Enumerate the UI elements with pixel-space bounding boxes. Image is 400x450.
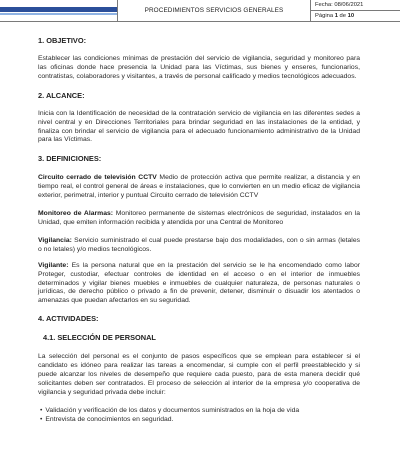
seleccion-text: La selección del personal es el conjunto de pasos específicos que se emplean para establecer si el candidato es idóneo para realizar las tareas a encomendar, si cumple con el perfil preestablecido y si puede alcanzar los niveles de desempeño que requiere cada puesto, para de esta manera decidir qué solicitantes deben ser contratados. El proceso de selección al interior de la empresa y/o cooperativa de vigilancia y seguridad privada debe incluir: [38, 353, 360, 396]
page-of: de [339, 13, 346, 19]
date-label: Fecha: [315, 2, 333, 8]
page-total: 10 [347, 13, 355, 19]
definition-cctv-term: Circuito cerrado de televisión CCTV [38, 174, 157, 182]
seleccion-bullet-list [38, 407, 360, 425]
document-meta [311, 0, 400, 22]
actividades-heading: 4. ACTIVIDADES: [38, 314, 99, 324]
definition-vigilante-term: Vigilante: [38, 261, 69, 269]
definition-vigilante [38, 262, 360, 307]
alcance-text: Inicia con la Identificación de necesidad de la contratación servicio de vigilancia en las diferentes sedes a nivel central y en Direcciones Territoriales para brindar seguridad en las instalaciones de la entidad, y finaliza con brindar el servicio de vigilancia para el adecuado funcionamiento administrativo de la Unidad para las Víctimas. [38, 109, 360, 144]
document-body [38, 36, 360, 425]
list-item: • Entrevista de conocimientos en seguridad. [38, 416, 360, 425]
definition-vigilancia-term: Vigilancia: [38, 236, 72, 244]
date-value: 08/06/2021 [334, 2, 364, 8]
definition-monitoreo [38, 210, 360, 228]
seleccion-subheading: 4.1. SELECCIÓN DE PERSONAL [43, 333, 156, 343]
logo-band-light [0, 13, 118, 15]
page-current: 1 [334, 13, 338, 19]
definition-vigilancia [38, 237, 360, 255]
definiciones-heading: 3. DEFINICIONES: [38, 154, 102, 164]
list-item: • Validación y verificación de los datos y documentos suministrados en la hoja de vida [38, 407, 360, 416]
document-title: PROCEDIMIENTOS SERVICIOS GENERALES [118, 0, 311, 22]
entity-logo [0, 0, 118, 22]
page-label: Página [315, 13, 334, 19]
definition-vigilante-text: Es la persona natural que en la prestación del servicio se le ha encomendado como labor Proteger, custodiar, efectuar controles de identidad en el acceso o en el interior de inmuebles determinados y vigilar bienes muebles e inmuebles de cualquier naturaleza, de personas naturales o jurídicas, de derecho público o privado a fin de prevenir, detener, disminuir o disuadir los atentados o amenazas que puedan afectarlos en su seguridad. [38, 261, 360, 305]
definition-monitoreo-text: Monitoreo permanente de sistemas electrónicos de seguridad, instalados en la Unidad, que emiten información recibida y atendida por una Central de Monitoreo [38, 210, 360, 226]
objetivo-heading: 1. OBJETIVO: [38, 36, 87, 45]
definition-cctv-text: Medio de protección activa que permite realizar, a distancia y en tiempo real, el control general de áreas e instalaciones, que lo convierten en un medio eficaz de vigilancia exterior, perimetral, interior y puntual Circuito cerrado de televisión CCTV [38, 174, 360, 200]
logo-band [0, 7, 118, 12]
definition-monitoreo-term: Monitoreo de Alarmas: [38, 210, 114, 218]
page-cell [311, 11, 400, 22]
date-cell [311, 0, 400, 11]
definition-cctv [38, 174, 360, 201]
document-header [0, 0, 400, 22]
alcance-heading: 2. ALCANCE: [38, 90, 85, 100]
objetivo-text: Establecer las condiciones mínimas de prestación del servicio de vigilancia, seguridad y monitoreo para las oficinas donde hace presencia la Unidad para las Víctimas, sus bienes y enseres, funcionarios, contratistas, colaboradores y visitantes, a través de personal calificado y medios tecnológicos adecuados. [38, 55, 360, 80]
definition-vigilancia-text: Servicio suministrado el cual puede prestarse bajo dos modalidades, con o sin armas (letales o no letales) y/o medios tecnológicos. [38, 236, 361, 253]
